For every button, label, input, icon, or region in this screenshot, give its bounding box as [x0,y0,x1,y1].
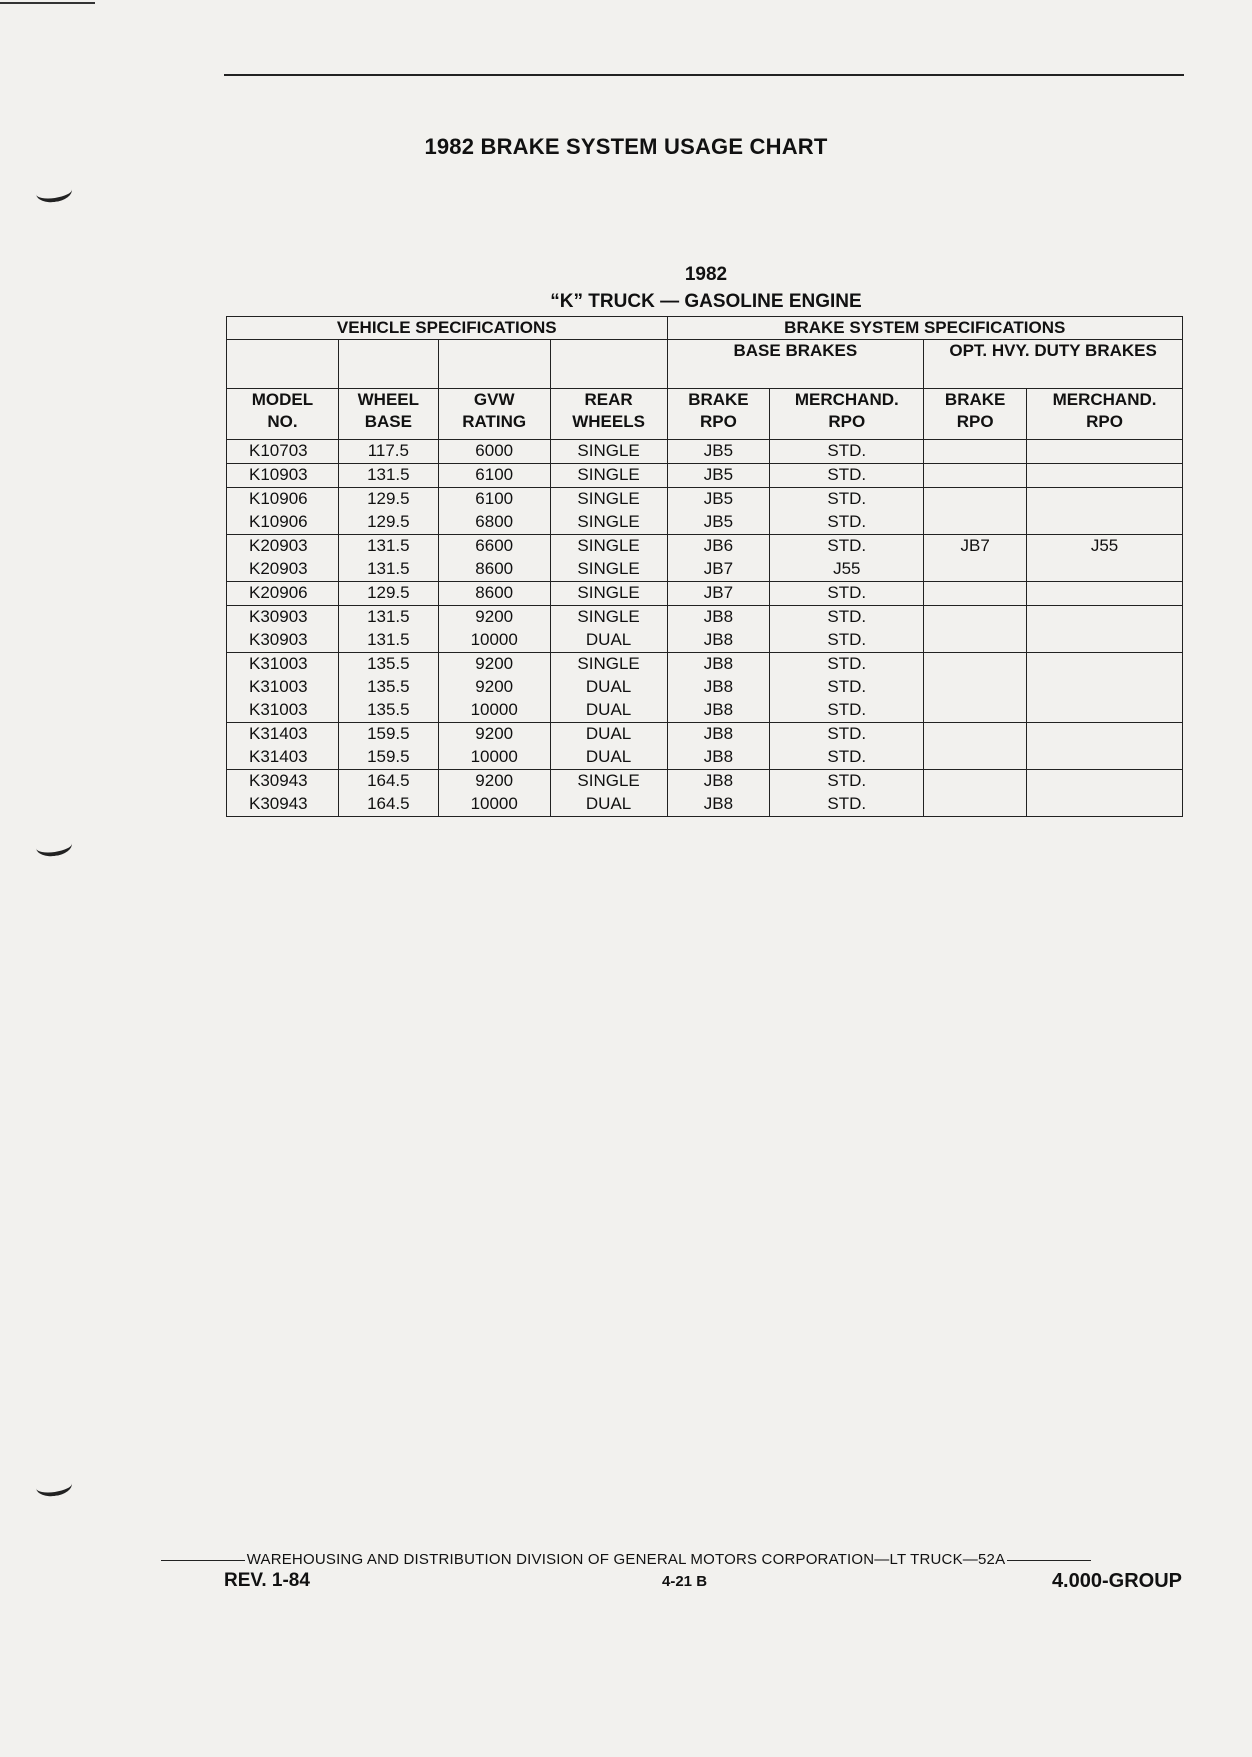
table-cell [550,464,667,488]
cell-line: 135.5 [367,700,410,719]
cell-line: SINGLE [577,771,640,790]
cell-line: JB7 [960,536,990,555]
cell-line: JB5 [703,489,734,508]
cell-line: STD. [827,607,867,626]
cell-line: K30903 [249,607,308,626]
table-cell [1027,723,1183,770]
table-cell [924,653,1027,723]
cell-line [924,582,1026,605]
cell-line: DUAL [585,700,632,719]
cell-line: 6000 [475,441,514,460]
cell-line: JB8 [703,771,734,790]
cell-line: JB8 [703,794,734,813]
cell-line: STD. [827,512,867,531]
cell-line [1027,676,1182,699]
cell-line: STD. [827,465,867,484]
footer-text: WAREHOUSING AND DISTRIBUTION DIVISION OF GENERAL MOTORS CORPORATION—LT TRUCK—52A [246,1551,1006,1568]
table-cell [1027,582,1183,606]
chart-caption: “K” TRUCK — GASOLINE ENGINE [550,291,862,312]
table-cell [550,770,667,817]
cell-line [1027,488,1182,511]
cell-line: SINGLE [577,654,640,673]
group-header-brake: BRAKE SYSTEM SPECIFICATIONS [667,317,1183,340]
page-number: 4-21 B [662,1573,708,1590]
cell-line: 8600 [475,583,514,602]
cell-line: DUAL [585,630,632,649]
cell-line: JB8 [703,700,734,719]
cell-line: K10703 [249,441,308,460]
table-cell [770,535,924,582]
table-cell [667,440,770,464]
cell-line: 9200 [475,771,514,790]
table-cell [438,464,550,488]
table-cell [338,606,438,653]
column-header-line: WHEELS [572,412,645,431]
table-cell [667,464,770,488]
cell-line: 6100 [475,489,514,508]
table-cell [667,582,770,606]
cell-line: SINGLE [577,607,640,626]
cell-line: 9200 [475,724,514,743]
column-header [550,389,667,440]
cell-line: STD. [827,794,867,813]
table-cell [924,606,1027,653]
footer-dash [1007,1560,1091,1561]
cell-line [924,558,1026,581]
cell-line [924,440,1026,463]
cell-line: SINGLE [577,559,640,578]
table-cell [438,770,550,817]
cell-line [1027,653,1182,676]
table-cell [438,582,550,606]
table-cell [227,488,339,535]
cell-line: K31403 [249,724,308,743]
cell-line: 131.5 [367,630,410,649]
cell-line: JB5 [703,441,734,460]
cell-line: DUAL [585,747,632,766]
cell-line: JB7 [703,559,734,578]
table-cell [550,488,667,535]
cell-line: 131.5 [367,559,410,578]
table-cell [550,653,667,723]
table-row [227,653,1183,723]
brake-usage-table [226,316,1183,817]
cell-line: DUAL [585,724,632,743]
table-cell [924,770,1027,817]
table-cell [338,488,438,535]
table-cell [1027,464,1183,488]
table-cell [550,440,667,464]
cell-line [924,606,1026,629]
cell-line [924,653,1026,676]
column-header-line: MERCHAND. [1052,390,1157,409]
table-cell [770,464,924,488]
table-row [227,606,1183,653]
cell-line: JB6 [703,536,734,555]
column-header-line: MERCHAND. [794,390,899,409]
table-cell [438,440,550,464]
cell-line: STD. [827,747,867,766]
cell-line: K10906 [249,512,308,531]
cell-line [924,629,1026,652]
table-row [227,464,1183,488]
table-row [227,535,1183,582]
cell-line: 8600 [475,559,514,578]
cell-line: 117.5 [367,441,409,460]
cell-line: 10000 [470,630,518,649]
table-cell [1027,535,1183,582]
revision-label: REV. 1-84 [224,1570,310,1591]
cell-line: 135.5 [367,654,410,673]
cell-line: 6600 [475,536,514,555]
table-cell [438,488,550,535]
table-cell [667,653,770,723]
table-cell [924,535,1027,582]
cell-line: 10000 [470,794,518,813]
column-header [770,389,924,440]
top-rule [224,74,1184,76]
column-header-line: WHEEL [357,390,420,409]
footer-line [0,1551,1252,1568]
table-row [227,723,1183,770]
table-row [227,440,1183,464]
cell-line [924,746,1026,769]
table-cell [667,535,770,582]
cell-line: STD. [827,654,867,673]
cell-line: 9200 [475,677,514,696]
table-cell [338,653,438,723]
cell-line [1027,558,1182,581]
table-cell [924,464,1027,488]
cell-line: SINGLE [577,512,640,531]
table-cell [770,582,924,606]
cell-line: STD. [827,724,867,743]
cell-line: 9200 [475,654,514,673]
cell-line [1027,793,1182,816]
page-title: 1982 BRAKE SYSTEM USAGE CHART [424,134,828,159]
table-cell [770,606,924,653]
cell-line: K10906 [249,489,308,508]
sub-header-base-brakes: BASE BRAKES [667,340,924,389]
column-header-line: RPO [700,412,737,431]
column-header-line: BRAKE [688,390,749,409]
table-cell [338,723,438,770]
table-cell [1027,488,1183,535]
cell-line: 164.5 [367,771,410,790]
table-cell [770,653,924,723]
column-header-line: BASE [364,412,412,431]
cell-line: 10000 [470,700,518,719]
column-header [667,389,770,440]
cell-line: 9200 [475,607,514,626]
table-cell [227,535,339,582]
table-cell [338,535,438,582]
table-cell [227,582,339,606]
table-cell [338,440,438,464]
table-cell [338,770,438,817]
cell-line [1027,746,1182,769]
cell-line: STD. [827,700,867,719]
cell-line: SINGLE [577,583,640,602]
cell-line: JB7 [703,583,734,602]
cell-line: 129.5 [367,583,410,602]
cell-line: SINGLE [577,536,640,555]
table-row [227,770,1183,817]
table-cell [770,770,924,817]
cell-line: JB8 [703,677,734,696]
cell-line: K31003 [249,700,308,719]
table-cell [227,606,339,653]
table-row [227,488,1183,535]
table-cell [438,606,550,653]
cell-line [924,511,1026,534]
cell-line: SINGLE [577,441,640,460]
column-header-line: BRAKE [944,390,1006,409]
corner-mark [0,2,95,4]
cell-line: SINGLE [577,489,640,508]
cell-line [924,699,1026,722]
table-cell [924,488,1027,535]
column-header-line: RPO [1086,412,1123,431]
cell-line [924,723,1026,746]
table-cell [1027,606,1183,653]
column-header [1027,389,1183,440]
cell-line: J55 [833,559,861,578]
punch-hole-mark [35,180,73,205]
cell-line: STD. [827,489,867,508]
cell-line [1027,723,1182,746]
cell-line: JB8 [703,654,734,673]
cell-line [924,676,1026,699]
cell-line: 135.5 [367,677,410,696]
cell-line: 6800 [475,512,514,531]
cell-line [1027,440,1182,463]
table-cell [770,723,924,770]
sub-header-opt-hvy-duty: OPT. HVY. DUTY BRAKES [924,340,1183,389]
cell-line: K31403 [249,747,308,766]
table-cell [227,464,339,488]
cell-line: JB8 [703,630,734,649]
table-cell [667,723,770,770]
cell-line: JB8 [703,607,734,626]
cell-line [924,488,1026,511]
cell-line [1027,699,1182,722]
cell-line [1027,582,1182,605]
column-header [227,389,339,440]
table-cell [227,723,339,770]
cell-line: K20903 [249,559,308,578]
table-cell [550,723,667,770]
cell-line: 129.5 [367,489,410,508]
cell-line: JB5 [703,512,734,531]
cell-line: STD. [827,677,867,696]
cell-line: STD. [827,441,867,460]
cell-line: 164.5 [367,794,410,813]
cell-line: 159.5 [367,747,410,766]
column-header-line: REAR [584,390,633,409]
table-cell [770,488,924,535]
column-header-line: MODEL [251,390,314,409]
cell-line: 131.5 [367,465,410,484]
column-header-line: NO. [267,412,298,431]
table-cell [550,582,667,606]
chart-year: 1982 [684,264,728,285]
cell-line: K31003 [249,677,308,696]
cell-line: JB8 [703,724,734,743]
cell-line: STD. [827,771,867,790]
cell-line: 159.5 [367,724,410,743]
table-cell [438,535,550,582]
cell-line [1027,606,1182,629]
table-cell [227,440,339,464]
cell-line [924,464,1026,487]
cell-line: DUAL [585,794,632,813]
cell-line: SINGLE [577,465,640,484]
table-cell [338,464,438,488]
column-header-line: RPO [956,412,994,431]
table-cell [438,653,550,723]
table-cell [227,770,339,817]
cell-line: K31003 [249,654,308,673]
column-header [924,389,1027,440]
cell-line: JB5 [703,465,734,484]
cell-line [1027,464,1182,487]
table-cell [227,653,339,723]
punch-hole-mark [35,1474,73,1499]
cell-line [1027,629,1182,652]
cell-line: J55 [1090,536,1119,555]
group-header-vehicle: VEHICLE SPECIFICATIONS [227,317,668,340]
cell-line: 10000 [470,747,518,766]
table-cell [667,488,770,535]
cell-line: 131.5 [367,536,410,555]
table-cell [667,770,770,817]
table-cell [924,723,1027,770]
table-cell [550,535,667,582]
punch-hole-mark [35,834,73,859]
cell-line: JB8 [703,747,734,766]
cell-line: K20906 [249,583,308,602]
footer-dash [161,1560,245,1561]
cell-line: 131.5 [367,607,410,626]
column-header-line: GVW [473,390,515,409]
cell-line: K20903 [249,536,308,555]
table-cell [924,440,1027,464]
cell-line [924,793,1026,816]
column-header-line: RATING [462,412,527,431]
cell-line: K30943 [249,794,308,813]
column-header [438,389,550,440]
cell-line: K30903 [249,630,308,649]
cell-line [924,770,1026,793]
cell-line: 6100 [475,465,514,484]
table-cell [924,582,1027,606]
table-cell [770,440,924,464]
table-cell [1027,770,1183,817]
table-cell [1027,653,1183,723]
column-header [338,389,438,440]
table-row [227,582,1183,606]
group-number: 4.000-GROUP [1051,1570,1182,1592]
table-cell [667,606,770,653]
cell-line: STD. [827,583,867,602]
table-cell [338,582,438,606]
column-header-line: RPO [828,412,866,431]
cell-line: K10903 [249,465,308,484]
table-cell [550,606,667,653]
cell-line: K30943 [249,771,308,790]
cell-line [1027,770,1182,793]
cell-line: STD. [827,536,867,555]
cell-line: DUAL [585,677,632,696]
cell-line [1027,511,1182,534]
table-cell [438,723,550,770]
cell-line: 129.5 [367,512,410,531]
table-cell [1027,440,1183,464]
cell-line: STD. [827,630,867,649]
